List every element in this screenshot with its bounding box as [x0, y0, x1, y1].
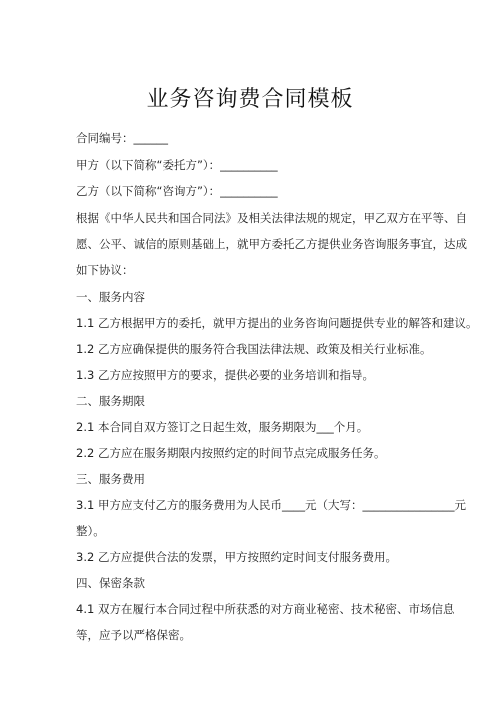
- clause-line: 整）。: [76, 524, 105, 538]
- preamble-line: 如下协议：: [76, 263, 134, 277]
- document-title: 业务咨询费合同模板: [146, 87, 354, 112]
- section-heading: 二、服务期限: [76, 394, 145, 408]
- clause-line: 2.2 乙方应在服务期限内按照约定的时间节点完成服务任务。: [76, 446, 386, 460]
- contract-number-line: 合同编号：______: [76, 131, 168, 145]
- clause-line: 等，应予以严格保密。: [76, 628, 191, 642]
- clause-line: 1.1 乙方根据甲方的委托，就甲方提出的业务咨询问题提供专业的解答和建议。: [76, 316, 478, 330]
- clause-line: 1.2 乙方应确保提供的服务符合我国法律法规、政策及相关行业标准。: [76, 342, 432, 356]
- preamble-line: 根据《中华人民共和国合同法》及相关法律法规的规定，甲乙双方在平等、自: [76, 211, 467, 225]
- clause-line: 3.1 甲方应支付乙方的服务费用为人民币____元（大写：________________元: [76, 498, 466, 512]
- preamble-line: 愿、公平、诚信的原则基础上，就甲方委托乙方提供业务咨询服务事宜，达成: [76, 237, 467, 251]
- clause-line: 2.1 本合同自双方签订之日起生效，服务期限为___个月。: [76, 420, 369, 434]
- party-b-line: 乙方（以下简称“咨询方”）：__________: [76, 184, 278, 198]
- party-a-line: 甲方（以下简称“委托方”）：__________: [76, 158, 278, 172]
- clause-line: 4.1 双方在履行本合同过程中所获悉的对方商业秘密、技术秘密、市场信息: [76, 602, 455, 616]
- clause-line: 3.2 乙方应提供合法的发票，甲方按照约定时间支付服务费用。: [76, 550, 397, 564]
- section-heading: 一、服务内容: [76, 290, 145, 304]
- section-heading: 四、保密条款: [76, 576, 145, 590]
- section-heading: 三、服务费用: [76, 472, 145, 486]
- clause-line: 1.3 乙方应按照甲方的要求，提供必要的业务培训和指导。: [76, 368, 374, 382]
